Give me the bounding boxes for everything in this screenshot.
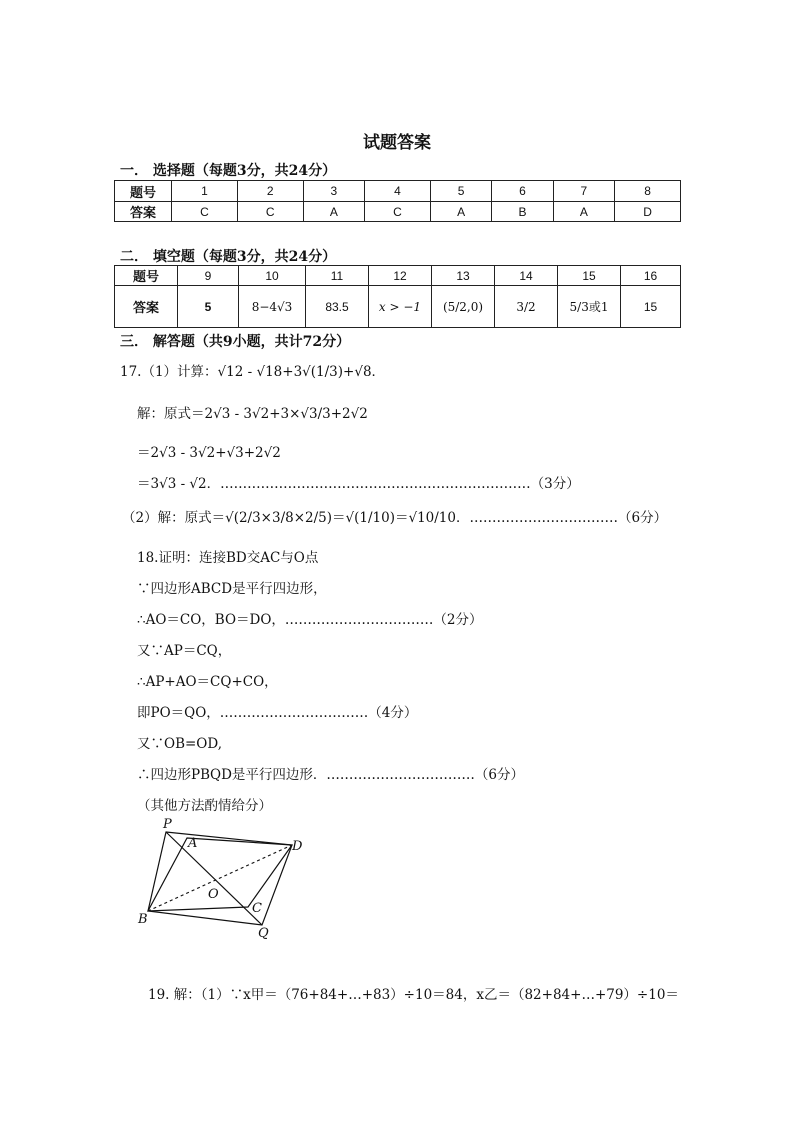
table1-number: 6 xyxy=(492,181,553,202)
table2-answer: 15 xyxy=(621,286,681,328)
table1-number-header: 题号 xyxy=(115,181,172,202)
label-b: B xyxy=(138,912,148,927)
table2-answer: 5 xyxy=(178,286,239,328)
q18-line: 即PO＝QO，……………………………（4分） xyxy=(137,705,418,721)
table1-answer: A xyxy=(303,202,364,222)
section-3-heading: 三． 解答题（共9小题，共计72分） xyxy=(120,334,351,350)
q18-line: ∵四边形ABCD是平行四边形， xyxy=(137,581,327,597)
table2-number: 9 xyxy=(178,266,239,286)
table2-number: 13 xyxy=(432,266,495,286)
table2-number: 16 xyxy=(621,266,681,286)
label-o: O xyxy=(208,887,219,902)
table1-answer: D xyxy=(615,202,681,222)
q19-line: 19. 解：（1）∵x甲＝（76+84+…+83）÷10＝84，x乙＝（82+84+…+79）÷10＝ xyxy=(148,987,679,1003)
table2-number: 12 xyxy=(369,266,432,286)
q18-note: （其他方法酌情给分） xyxy=(137,798,272,814)
q17-step-3: ＝3√3 - √2．……………………………………………………………（3分） xyxy=(137,476,580,492)
q18-line: ∴AO＝CO，BO＝DO，……………………………（2分） xyxy=(137,612,483,628)
table1-number: 4 xyxy=(365,181,431,202)
q18-line: 又∵OB=OD, xyxy=(137,736,223,752)
page-title: 试题答案 xyxy=(363,133,431,153)
table1-answer: C xyxy=(365,202,431,222)
table2-answer-header: 答案 xyxy=(115,286,178,328)
q18-line: 又∵AP＝CQ， xyxy=(137,643,232,659)
section-2-heading: 二． 填空题（每题3分，共24分） xyxy=(120,249,337,265)
table1-answer: A xyxy=(430,202,491,222)
table1-number: 7 xyxy=(553,181,614,202)
table2-number: 15 xyxy=(558,266,621,286)
fill-answer-table xyxy=(114,265,681,328)
label-p: P xyxy=(163,817,172,832)
table1-number: 5 xyxy=(430,181,491,202)
table1-answer: C xyxy=(237,202,303,222)
table1-answer: C xyxy=(172,202,238,222)
label-c: C xyxy=(252,901,262,916)
q18-line: ∴AP+AO＝CQ+CO， xyxy=(137,674,278,690)
table2-answer: x > −1 xyxy=(369,286,432,328)
q18-line: ∴四边形PBQD是平行四边形．……………………………（6分） xyxy=(137,767,524,783)
parallelogram-diagram xyxy=(130,815,320,945)
q17-problem: 17.（1）计算：√12 - √18+3√(1/3)+√8． xyxy=(120,364,386,380)
parallelogram-abcd xyxy=(148,838,292,911)
table1-answer: B xyxy=(492,202,553,222)
section-1-heading: 一． 选择题（每题3分，共24分） xyxy=(120,163,337,179)
table1-answer-header: 答案 xyxy=(115,202,172,222)
label-a: A xyxy=(188,836,198,851)
table2-answer: 83.5 xyxy=(306,286,369,328)
table2-answer: 5/3或1 xyxy=(558,286,621,328)
table2-number: 11 xyxy=(306,266,369,286)
choice-answer-table xyxy=(114,180,681,222)
table2-number: 14 xyxy=(495,266,558,286)
table2-answer: 3/2 xyxy=(495,286,558,328)
q17-part-2: （2）解：原式＝√(2/3×3/8×2/5)＝√(1/10)＝√10/10．……………………………（6分） xyxy=(122,510,668,526)
q17-step-1: 解：原式＝2√3 - 3√2+3×√3/3+2√2 xyxy=(137,406,368,422)
q17-step-2: ＝2√3 - 3√2+√3+2√2 xyxy=(137,445,281,461)
table2-answer: (5/2,0) xyxy=(432,286,495,328)
table2-answer: 8−4√3 xyxy=(239,286,306,328)
table2-number: 10 xyxy=(239,266,306,286)
label-d: D xyxy=(292,839,303,854)
diagonal-pq xyxy=(166,832,262,925)
table2-number-header: 题号 xyxy=(115,266,178,286)
table1-number: 1 xyxy=(172,181,238,202)
q18-line: 18.证明：连接BD交AC与O点 xyxy=(137,550,319,566)
table1-number: 3 xyxy=(303,181,364,202)
table1-number: 2 xyxy=(237,181,303,202)
table1-number: 8 xyxy=(615,181,681,202)
table1-answer: A xyxy=(553,202,614,222)
label-q: Q xyxy=(258,926,269,941)
